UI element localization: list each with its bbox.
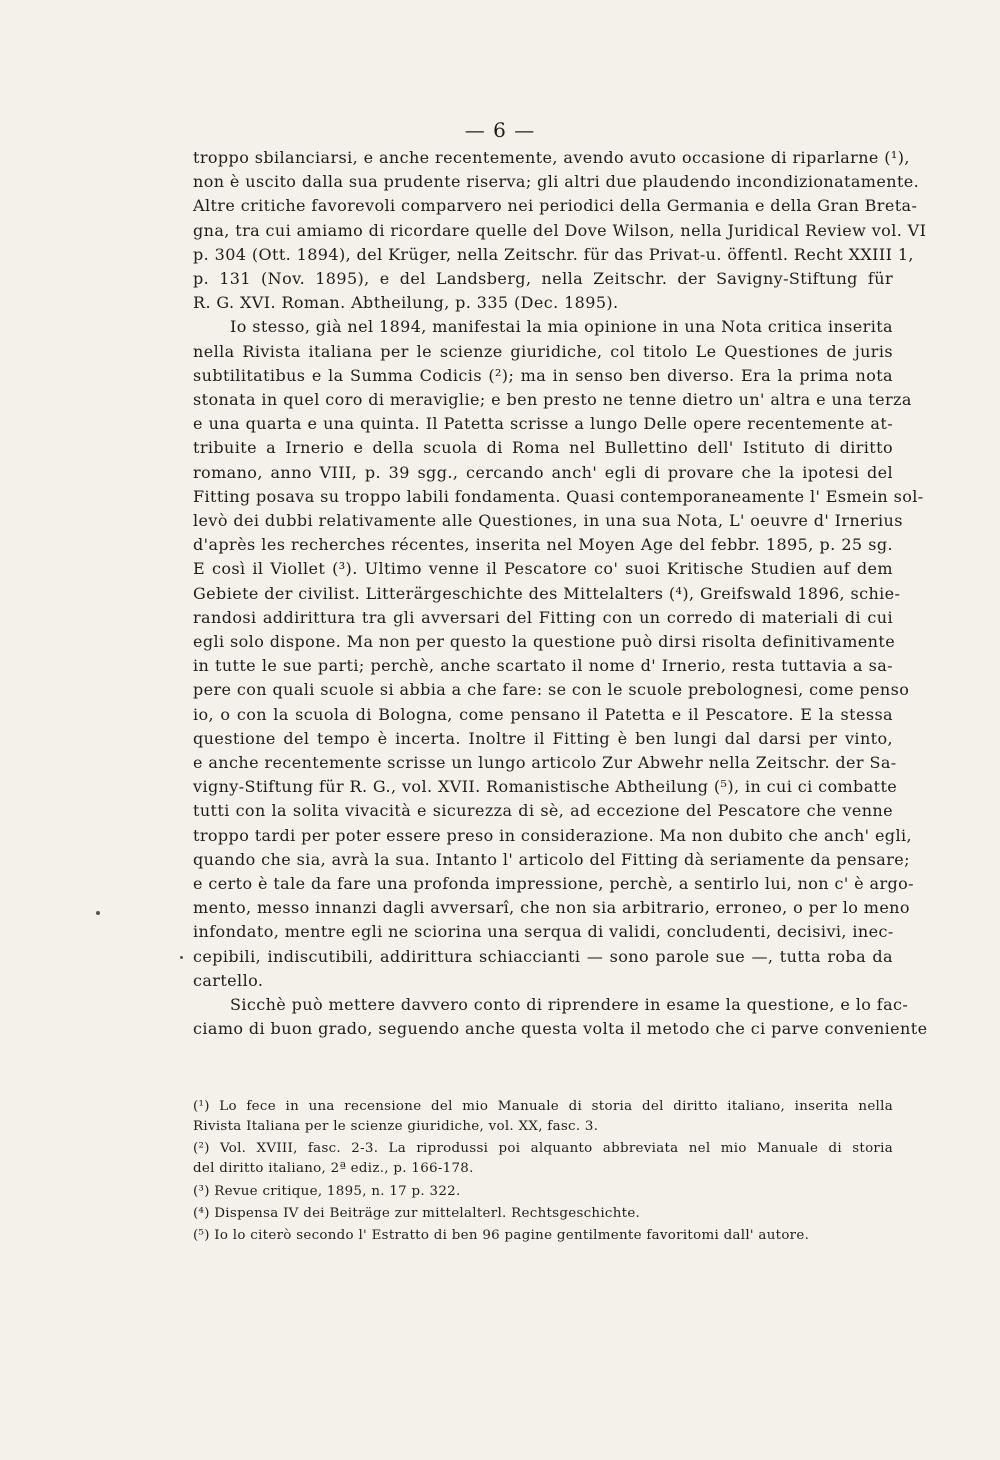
footnote-line: (³) Revue critique, 1895, n. 17 p. 322. bbox=[193, 1184, 461, 1199]
body-line: io, o con la scuola di Bologna, come pensano il Patetta e il Pescatore. E la stessa bbox=[193, 704, 893, 724]
body-line: egli solo dispone. Ma non per questo la questione può dirsi risolta definitivamente bbox=[193, 632, 896, 651]
body-line: R. G. XVI. Roman. Abtheilung, p. 335 (Dec. 1895). bbox=[193, 293, 619, 313]
body-line: e anche recentemente scrisse un lungo articolo Zur Abwehr nella Zeitschr. der Sa- bbox=[193, 753, 897, 772]
body-line: Fitting posava su troppo labili fondamenta. Quasi contemporaneamente l' Esmein sol- bbox=[193, 486, 924, 506]
scan-speck bbox=[180, 956, 183, 959]
body-line: quando che sia, avrà la sua. Intanto l' articolo del Fitting dà seriamente da pensare; bbox=[193, 849, 910, 869]
footnote-line: (¹) Lo fece in una recensione del mio Manuale di storia del diritto italiano, inserita nella bbox=[193, 1099, 893, 1114]
body-line: nella Rivista italiana per le scienze giuridiche, col titolo Le Questiones de juris bbox=[193, 341, 893, 361]
body-line: troppo tardi per poter essere preso in considerazione. Ma non dubito che anch' egli, bbox=[193, 825, 912, 845]
body-line: tutti con la solita vivacità e sicurezza di sè, ad eccezione del Pescatore che venne bbox=[193, 801, 893, 821]
body-line: E così il Viollet (³). Ultimo venne il Pescatore co' suoi Kritische Studien auf dem bbox=[193, 559, 893, 579]
body-line: e una quarta e una quinta. Il Patetta scrisse a lungo Delle opere recentemente at- bbox=[193, 414, 893, 434]
body-line: Sicchè può mettere davvero conto di riprendere in esame la questione, e lo fac- bbox=[230, 995, 909, 1014]
body-line: mento, messo innanzi dagli avversarî, che non sia arbitrario, erroneo, o per lo meno bbox=[193, 898, 910, 918]
body-line: non è uscito dalla sua prudente riserva; gli altri due plaudendo incondizionatamente. bbox=[193, 172, 920, 192]
body-line: gna, tra cui amiamo di ricordare quelle del Dove Wilson, nella Juridical Review vol. VI bbox=[193, 220, 927, 240]
body-line: troppo sbilanciarsi, e anche recentemente, avendo avuto occasione di riparlarne (¹), bbox=[193, 148, 910, 167]
body-line: p. 131 (Nov. 1895), e del Landsberg, nella Zeitschr. der Savigny-Stiftung für bbox=[193, 269, 893, 288]
footnote-line: (⁵) Io lo citerò secondo l' Estratto di ben 96 pagine gentilmente favoritomi dall' autore. bbox=[193, 1228, 810, 1243]
footnote-line: (⁴) Dispensa IV dei Beiträge zur mittelalterl. Rechtsgeschichte. bbox=[193, 1206, 641, 1221]
body-line: Io stesso, già nel 1894, manifestai la mia opinione in una Nota critica inserita bbox=[230, 317, 893, 337]
body-line: infondato, mentre egli ne sciorina una serqua di validi, concludenti, decisivi, inec- bbox=[193, 922, 894, 942]
body-line: levò dei dubbi relativamente alle Questiones, in una sua Nota, L' oeuvre d' Irnerius bbox=[193, 511, 903, 530]
body-line: pere con quali scuole si abbia a che fare: se con le scuole prebolognesi, come penso bbox=[193, 680, 910, 700]
body-line: stonata in quel coro di meraviglie; e ben presto ne tenne dietro un' altra e una terza bbox=[193, 390, 912, 409]
body-line: randosi addirittura tra gli avversari del Fitting con un corredo di materiali di cui bbox=[193, 607, 893, 627]
body-line: Altre critiche favorevoli comparvero nei periodici della Germania e della Gran Breta- bbox=[193, 196, 918, 216]
page-number: — 6 — bbox=[464, 118, 536, 142]
body-line: Gebiete der civilist. Litterärgeschichte des Mittelalters (⁴), Greifswald 1896, schie- bbox=[193, 583, 901, 603]
body-line: vigny-Stiftung für R. G., vol. XVII. Romanistische Abtheilung (⁵), in cui ci combatte bbox=[193, 777, 898, 797]
footnote-line: Rivista Italiana per le scienze giuridiche, vol. XX, fasc. 3. bbox=[193, 1119, 599, 1134]
footnote-line: (²) Vol. XVIII, fasc. 2-3. La riprodussi poi alquanto abbreviata nel mio Manuale di storia bbox=[193, 1141, 893, 1156]
body-line: subtilitatibus e la Summa Codicis (²); ma in senso ben diverso. Era la prima nota bbox=[193, 365, 893, 385]
body-line: cartello. bbox=[193, 970, 264, 990]
body-line: ciamo di buon grado, seguendo anche questa volta il metodo che ci parve conveniente bbox=[193, 1019, 928, 1039]
body-line: d'après les recherches récentes, inserita nel Moyen Age del febbr. 1895, p. 25 sg. bbox=[193, 535, 893, 555]
body-line: romano, anno VIII, p. 39 sgg., cercando anch' egli di provare che la ipotesi del bbox=[193, 462, 893, 482]
body-line: in tutte le sue parti; perchè, anche scartato il nome d' Irnerio, resta tuttavia a sa- bbox=[193, 656, 893, 676]
body-line: e certo è tale da fare una profonda impressione, perchè, a sentirlo lui, non c' è argo- bbox=[193, 874, 914, 893]
body-line: tribuite a Irnerio e della scuola di Roma nel Bullettino dell' Istituto di diritto bbox=[193, 438, 893, 458]
footnote-line: del diritto italiano, 2ª ediz., p. 166-178. bbox=[193, 1161, 474, 1176]
scan-speck bbox=[96, 911, 100, 915]
body-line: cepibili, indiscutibili, addirittura schiaccianti — sono parole sue —, tutta roba da bbox=[193, 946, 893, 966]
body-line: questione del tempo è incerta. Inoltre il Fitting è ben lungi dal darsi per vinto, bbox=[193, 728, 893, 748]
body-line: p. 304 (Ott. 1894), del Krüger, nella Zeitschr. für das Privat-u. öffentl. Recht XXIII 1, bbox=[193, 244, 914, 264]
